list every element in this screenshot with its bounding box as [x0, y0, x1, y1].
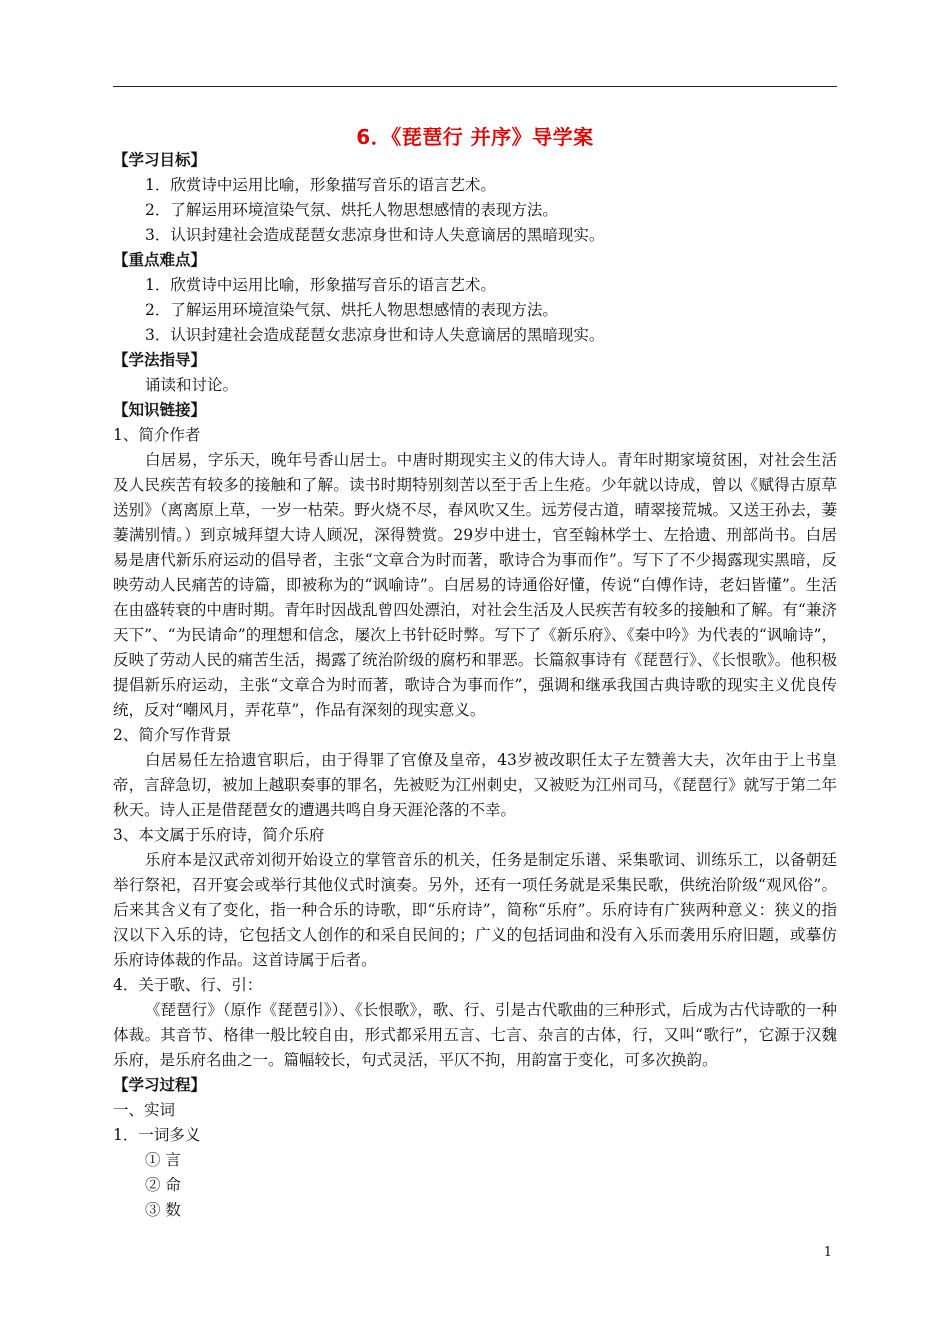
- key-points-item-3: 3．认识封建社会造成琵琶女悲凉身世和诗人失意谪居的黑暗现实。: [145, 326, 605, 344]
- page-number: 1: [823, 1245, 832, 1260]
- section-author-title: 1、简介作者: [113, 426, 201, 444]
- goals-item-3: 3．认识封建社会造成琵琶女悲凉身世和诗人失意谪居的黑暗现实。: [145, 226, 605, 244]
- section-yuefu-title: 3、本文属于乐府诗，简介乐府: [113, 826, 325, 844]
- key-points-item-2: 2．了解运用环境渲染气氛、烘托人物思想感情的表现方法。: [145, 301, 558, 319]
- section-background-title: 2、简介写作背景: [113, 726, 232, 744]
- section-author-text: 白居易，字乐天，晚年号香山居士。中唐时期现实主义的伟大诗人。青年时期家境贫困，对社会生活及人民疾苦有较多的接触和了解。读书时期特别刻苦以至于舌上生疮。少年就以诗成，曾以《赋得古原草送别》（离离原上草，一岁一枯荣。野火烧不尽，春风吹又生。远芳侵古道，晴翠接荒城。又送王孙去，萋萋满别情。）到京城拜望大诗人顾况，深得赞赏。29岁中进士，官至翰林学士、左拾遗、刑部尚书。白居易是唐代新乐府运动的倡导者，主张“文章合为时而著，歌诗合为事而作”。写下了不少揭露现实黑暗，反映劳动人民痛苦的诗篇，即被称为的“讽喻诗”。白居易的诗通俗好懂，传说“白傅作诗，老妇皆懂”。生活在由盛转衰的中唐时期。青年时因战乱曾四处漂泊，对社会生活及人民疾苦有较多的接触和了解。有“兼济天下”、“为民请命”的理想和信念，屡次上书针砭时弊。写下了《新乐府》、《秦中吟》为代表的“讽喻诗”，反映了劳动人民的痛苦生活，揭露了统治阶级的腐朽和罪恶。长篇叙事诗有《琵琶行》、《长恨歌》。他积极提倡新乐府运动，主张“文章合为时而著，歌诗合为事而作”，强调和继承我国古典诗歌的现实主义优良传统，反对“嘲风月，弄花草”，作品有深刻的现实意义。: [113, 451, 837, 719]
- section-background-text: 白居易任左拾遗官职后，由于得罪了官僚及皇帝，43岁被改职任太子左赞善大夫，次年由于上书皇帝，言辞急切，被加上越职奏事的罪名，先被贬为江州刺史，又被贬为江州司马，《琵琶行》就写于第二年秋天。诗人正是借琵琶女的遭遇共鸣自身天涯沦落的不幸。: [113, 751, 837, 819]
- key-points-item-1: 1．欣赏诗中运用比喻，形象描写音乐的语言艺术。: [145, 276, 496, 294]
- section-genre-text: 《琵琶行》（原作《琵琶引》）、《长恨歌》，歌、行、引是古代歌曲的三种形式，后成为古代诗歌的一种体裁。其音节、格律一般比较自由，形式都采用五言、七言、杂言的古体，行，又叫“歌行”，它源于汉魏乐府，是乐府名曲之一。篇幅较长，句式灵活，平仄不拘，用韵富于变化，可多次换韵。: [113, 1001, 837, 1069]
- process-heading: 【学习过程】: [113, 1076, 207, 1094]
- section-yuefu-text: 乐府本是汉武帝刘彻开始设立的掌管音乐的机关，任务是制定乐谱、采集歌词、训练乐工，以备朝廷举行祭祀，召开宴会或举行其他仪式时演奏。另外，还有一项任务就是采集民歌，供统治阶级“观风俗”。后来其含义有了变化，指一种合乐的诗歌，即“乐府诗”，简称“乐府”。乐府诗有广狭两种意义：狭义的指汉以下入乐的诗，它包括文人创作的和采自民间的；广义的包括词曲和没有入乐而袭用乐府旧题，或摹仿乐府诗体裁的作品。这首诗属于后者。: [113, 851, 837, 969]
- goals-item-1: 1．欣赏诗中运用比喻，形象描写音乐的语言艺术。: [145, 176, 496, 194]
- method-text: 诵读和讨论。: [145, 376, 239, 394]
- goals-item-2: 2．了解运用环境渲染气氛、烘托人物思想感情的表现方法。: [145, 201, 558, 219]
- process-item-2: ② 命: [145, 1176, 181, 1194]
- goals-heading: 【学习目标】: [113, 151, 207, 169]
- process-part-1: 一、实词: [113, 1101, 176, 1119]
- document-body: [113, 148, 837, 1223]
- method-heading: 【学法指导】: [113, 351, 207, 369]
- header-rule: [113, 86, 837, 87]
- process-item-3: ③ 数: [145, 1201, 181, 1219]
- process-item-1: ① 言: [145, 1151, 181, 1169]
- page-title: 6．《琵琶行 并序》导学案: [356, 125, 594, 149]
- process-sub-1: 1．一词多义: [113, 1126, 201, 1144]
- section-genre-title: 4．关于歌、行、引：: [113, 976, 263, 994]
- knowledge-heading: 【知识链接】: [113, 401, 207, 419]
- key-points-heading: 【重点难点】: [113, 251, 207, 269]
